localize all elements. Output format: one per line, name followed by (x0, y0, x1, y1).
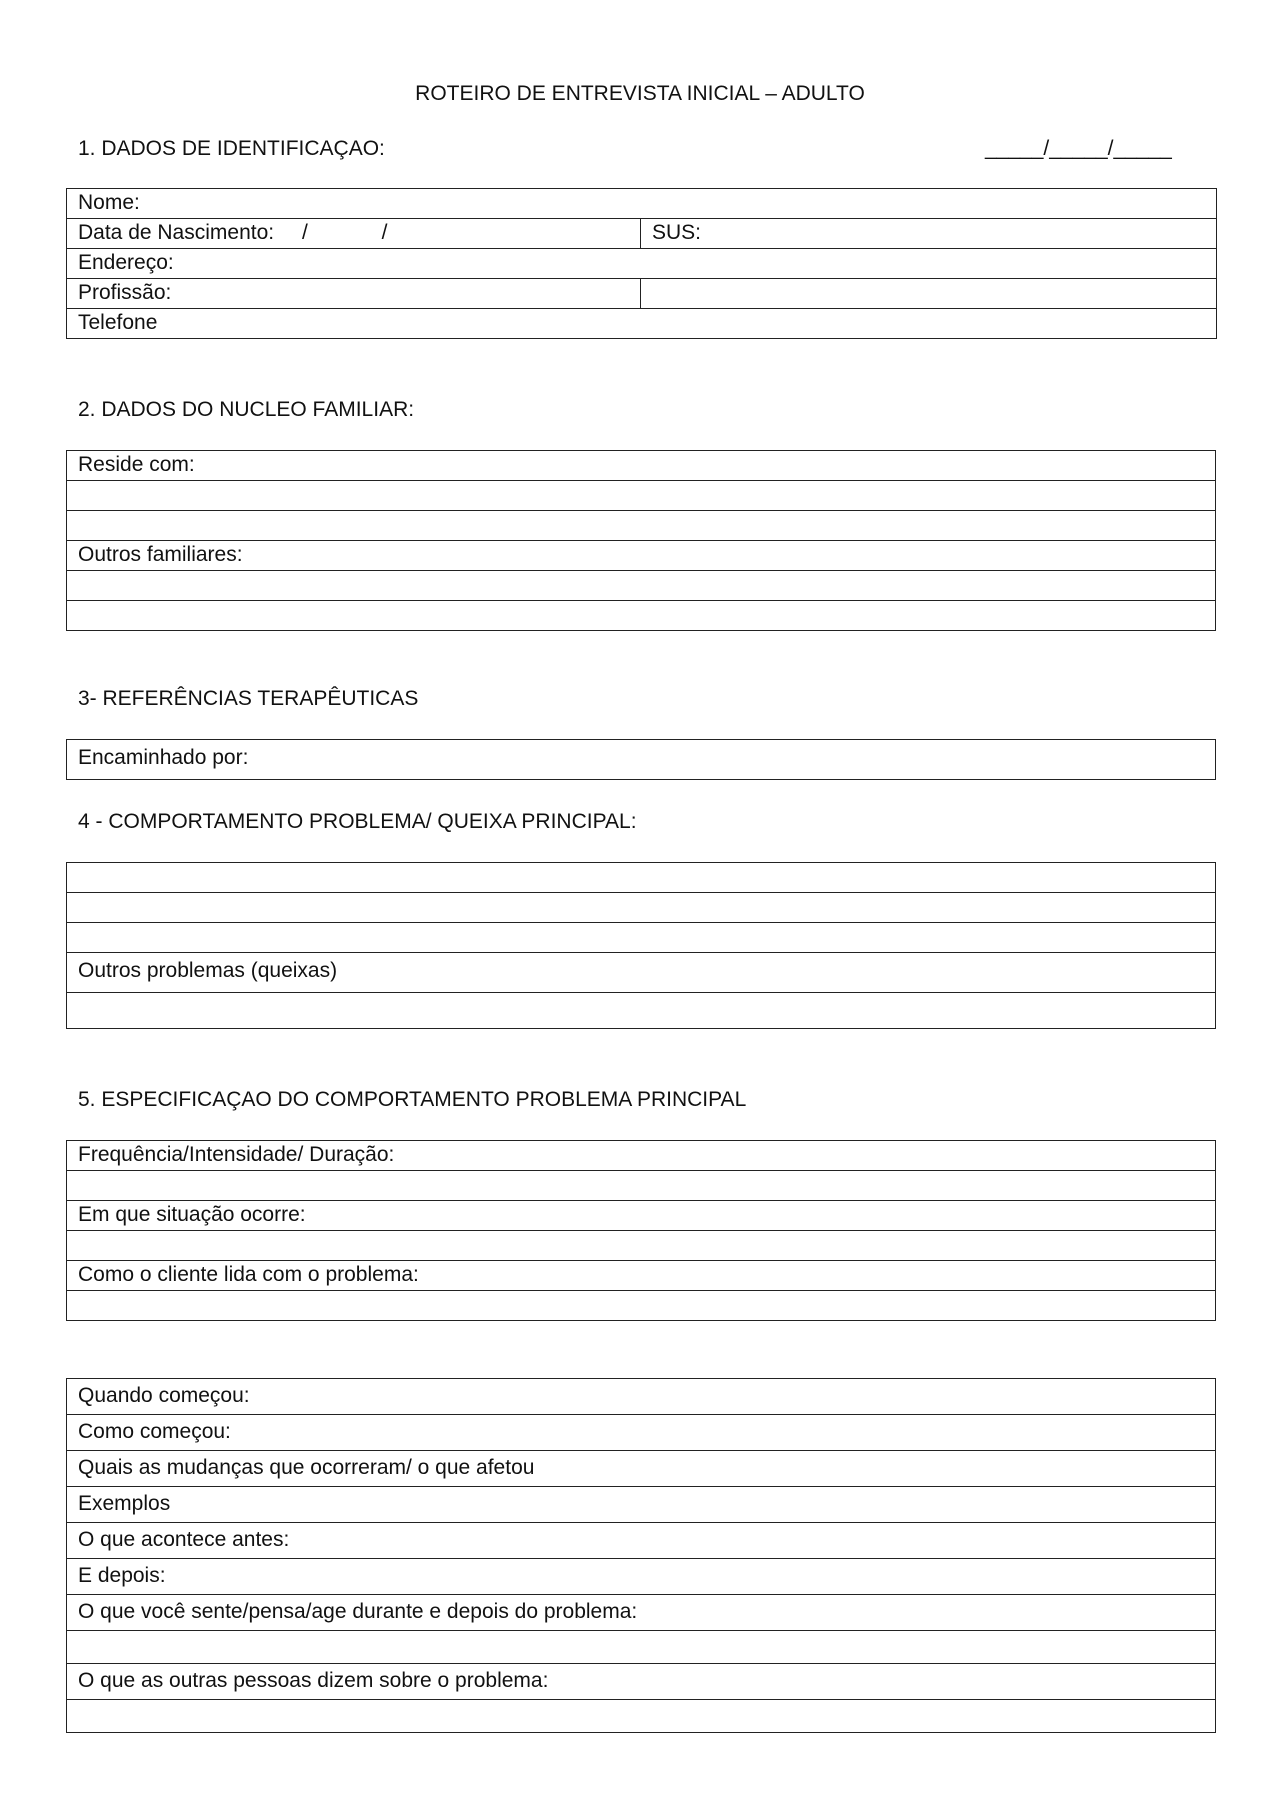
data-nascimento-label: Data de Nascimento: (78, 221, 275, 244)
situacao-field[interactable] (67, 1201, 1216, 1231)
sente-pensa-label: O que você sente/pensa/age durante e depois do problema: (78, 1600, 638, 1623)
specification-table (66, 1140, 1216, 1321)
nome-field[interactable] (67, 189, 1217, 219)
outros-familiares-line-1[interactable] (67, 571, 1216, 601)
reside-com-line-1[interactable] (67, 481, 1216, 511)
encaminhado-por-label: Encaminhado por: (78, 746, 249, 769)
endereco-field[interactable] (67, 249, 1217, 279)
como-lida-line[interactable] (67, 1291, 1216, 1321)
outros-familiares-label: Outros familiares: (78, 543, 243, 566)
frequencia-line[interactable] (67, 1171, 1216, 1201)
outras-pessoas-field[interactable] (67, 1664, 1216, 1700)
como-comecou-label: Como começou: (78, 1420, 231, 1443)
sente-pensa-line[interactable] (67, 1631, 1216, 1664)
data-nascimento-field[interactable] (67, 219, 641, 249)
outras-pessoas-line[interactable] (67, 1700, 1216, 1733)
mudancas-label: Quais as mudanças que ocorreram/ o que afetou (78, 1456, 535, 1479)
outros-problemas-field[interactable] (67, 953, 1216, 993)
sus-field[interactable] (641, 219, 1217, 249)
complaint-line-3[interactable] (67, 923, 1216, 953)
telefone-label: Telefone (78, 311, 158, 334)
section2-heading: 2. DADOS DO NUCLEO FAMILIAR: (78, 398, 415, 421)
section1-heading: 1. DADOS DE IDENTIFICAÇAO: (78, 137, 385, 160)
complaint-line-2[interactable] (67, 893, 1216, 923)
identification-table (66, 188, 1217, 339)
reside-com-field[interactable] (67, 451, 1216, 481)
outros-problemas-line[interactable] (67, 993, 1216, 1029)
history-table (66, 1378, 1216, 1733)
family-table (66, 450, 1216, 631)
frequencia-label: Frequência/Intensidade/ Duração: (78, 1143, 395, 1166)
sente-pensa-field[interactable] (67, 1595, 1216, 1631)
complaint-table (66, 862, 1216, 1029)
frequencia-field[interactable] (67, 1141, 1216, 1171)
outras-pessoas-label: O que as outras pessoas dizem sobre o problema: (78, 1669, 549, 1692)
exemplos-label: Exemplos (78, 1492, 171, 1515)
outros-familiares-field[interactable] (67, 541, 1216, 571)
mudancas-field[interactable] (67, 1451, 1216, 1487)
antes-field[interactable] (67, 1523, 1216, 1559)
situacao-line[interactable] (67, 1231, 1216, 1261)
reside-com-label: Reside com: (78, 453, 195, 476)
quando-comecou-field[interactable] (67, 1379, 1216, 1415)
profissao-field[interactable] (67, 279, 641, 309)
telefone-field[interactable] (67, 309, 1217, 339)
reside-com-line-2[interactable] (67, 511, 1216, 541)
exemplos-field[interactable] (67, 1487, 1216, 1523)
complaint-line-1[interactable] (67, 863, 1216, 893)
quando-comecou-label: Quando começou: (78, 1384, 250, 1407)
section4-heading: 4 - COMPORTAMENTO PROBLEMA/ QUEIXA PRINCIPAL: (78, 810, 637, 833)
profissao-extra-field[interactable] (641, 279, 1217, 309)
como-lida-field[interactable] (67, 1261, 1216, 1291)
como-lida-label: Como o cliente lida com o problema: (78, 1263, 419, 1286)
nome-label: Nome: (78, 191, 140, 214)
section5-heading: 5. ESPECIFICAÇAO DO COMPORTAMENTO PROBLEMA PRINCIPAL (78, 1088, 747, 1111)
outros-problemas-label: Outros problemas (queixas) (78, 959, 338, 982)
antes-label: O que acontece antes: (78, 1528, 290, 1551)
dob-slash-2: / (381, 221, 388, 244)
page-title: ROTEIRO DE ENTREVISTA INICIAL – ADULTO (415, 82, 865, 105)
dob-slash-1: / (301, 221, 308, 244)
profissao-label: Profissão: (78, 281, 172, 304)
depois-label: E depois: (78, 1564, 166, 1587)
encaminhado-por-field[interactable] (67, 740, 1216, 780)
referral-table (66, 739, 1216, 780)
section3-heading: 3- REFERÊNCIAS TERAPÊUTICAS (78, 687, 419, 710)
depois-field[interactable] (67, 1559, 1216, 1595)
sus-label: SUS: (652, 221, 702, 244)
interview-date-blank[interactable]: _____/_____/_____ (985, 137, 1172, 160)
outros-familiares-line-2[interactable] (67, 601, 1216, 631)
como-comecou-field[interactable] (67, 1415, 1216, 1451)
situacao-label: Em que situação ocorre: (78, 1203, 306, 1226)
endereco-label: Endereço: (78, 251, 174, 274)
